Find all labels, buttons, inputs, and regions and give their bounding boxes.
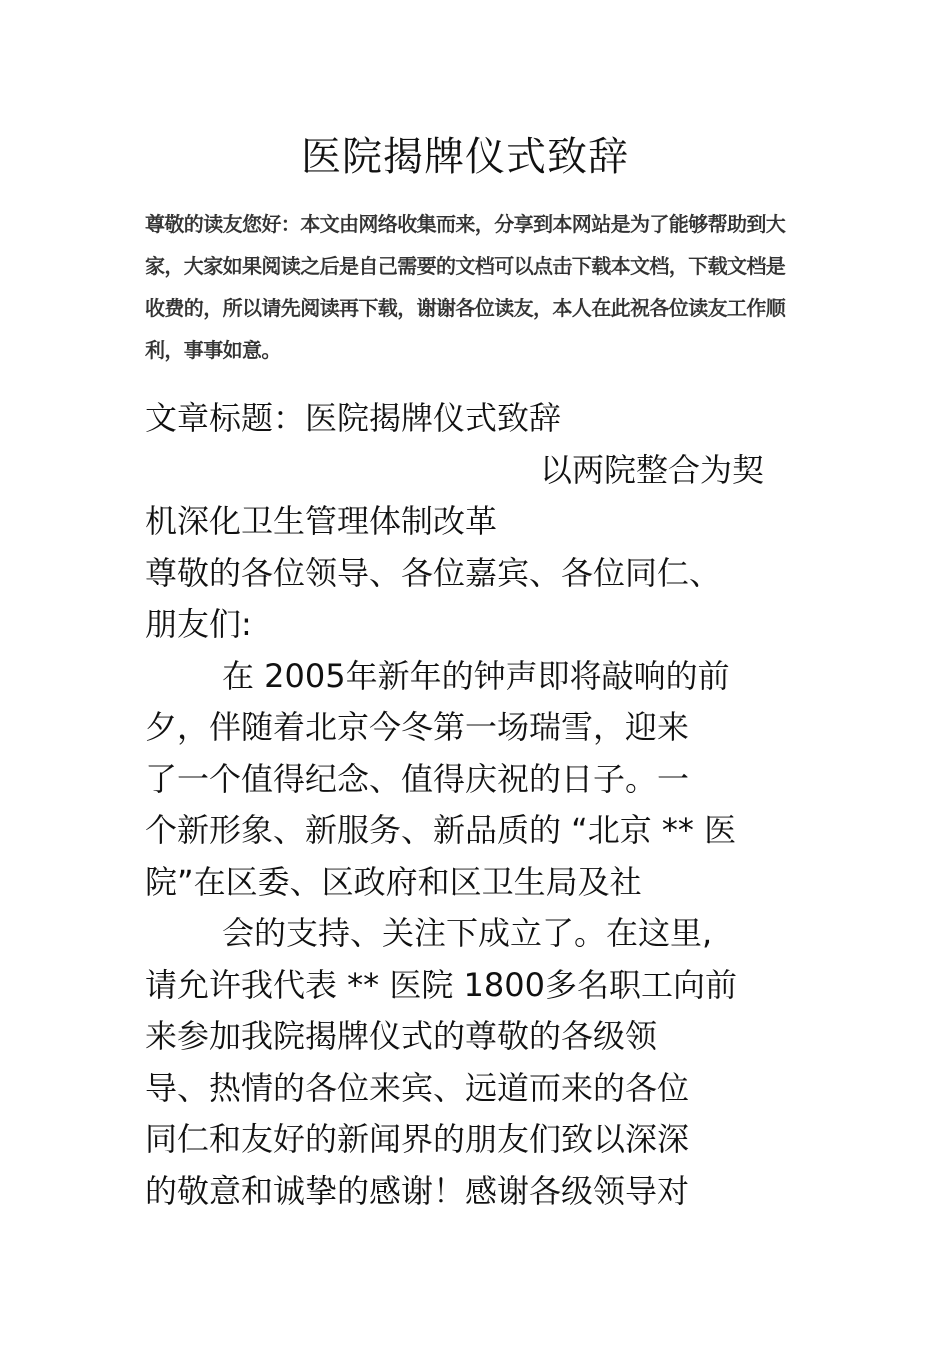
- body-line: 在 2005年新年的钟声即将敲响的前: [222, 656, 730, 695]
- document-title: 医院揭牌仪式致辞: [301, 134, 629, 180]
- notice-line: 家，大家如果阅读之后是自己需要的文档可以点击下载本文档，下载文档是: [145, 254, 786, 278]
- body-line: 院”在区委、区政府和区卫生局及社: [145, 862, 642, 901]
- body-line: 请允许我代表 ** 医院 1800多名职工向前: [145, 965, 737, 1004]
- body-line: 了一个值得纪念、值得庆祝的日子。一: [145, 759, 690, 798]
- body-line: 会的支持、关注下成立了。在这里,: [222, 914, 713, 952]
- body-line: 同仁和友好的新闻界的朋友们致以深深: [145, 1120, 690, 1158]
- reader-notice: [145, 203, 805, 371]
- salutation-line: 朋友们:: [145, 605, 252, 643]
- body-line: 以两院整合为契: [540, 450, 765, 489]
- body-line: 机深化卫生管理体制改革: [145, 502, 498, 540]
- notice-line: 利，事事如意。: [145, 338, 281, 362]
- notice-line: 收费的，所以请先阅读再下载，谢谢各位读友，本人在此祝各位读友工作顺: [145, 296, 786, 320]
- body-line: 个新形象、新服务、新品质的 “北京 ** 医: [145, 811, 737, 849]
- article-heading: 文章标题：医院揭牌仪式致辞: [145, 399, 562, 437]
- body-line: 导、热情的各位来宾、远道而来的各位: [145, 1068, 690, 1107]
- article-body: [145, 393, 815, 1217]
- body-line: 的敬意和诚挚的感谢！感谢各级领导对: [145, 1171, 690, 1210]
- body-line: 来参加我院揭牌仪式的尊敬的各级领: [145, 1017, 658, 1055]
- salutation-line: 尊敬的各位领导、各位嘉宾、各位同仁、: [145, 553, 722, 592]
- body-line: 夕，伴随着北京今冬第一场瑞雪，迎来: [145, 708, 690, 746]
- notice-line: 尊敬的读友您好：本文由网络收集而来，分享到本网站是为了能够帮助到大: [145, 212, 786, 236]
